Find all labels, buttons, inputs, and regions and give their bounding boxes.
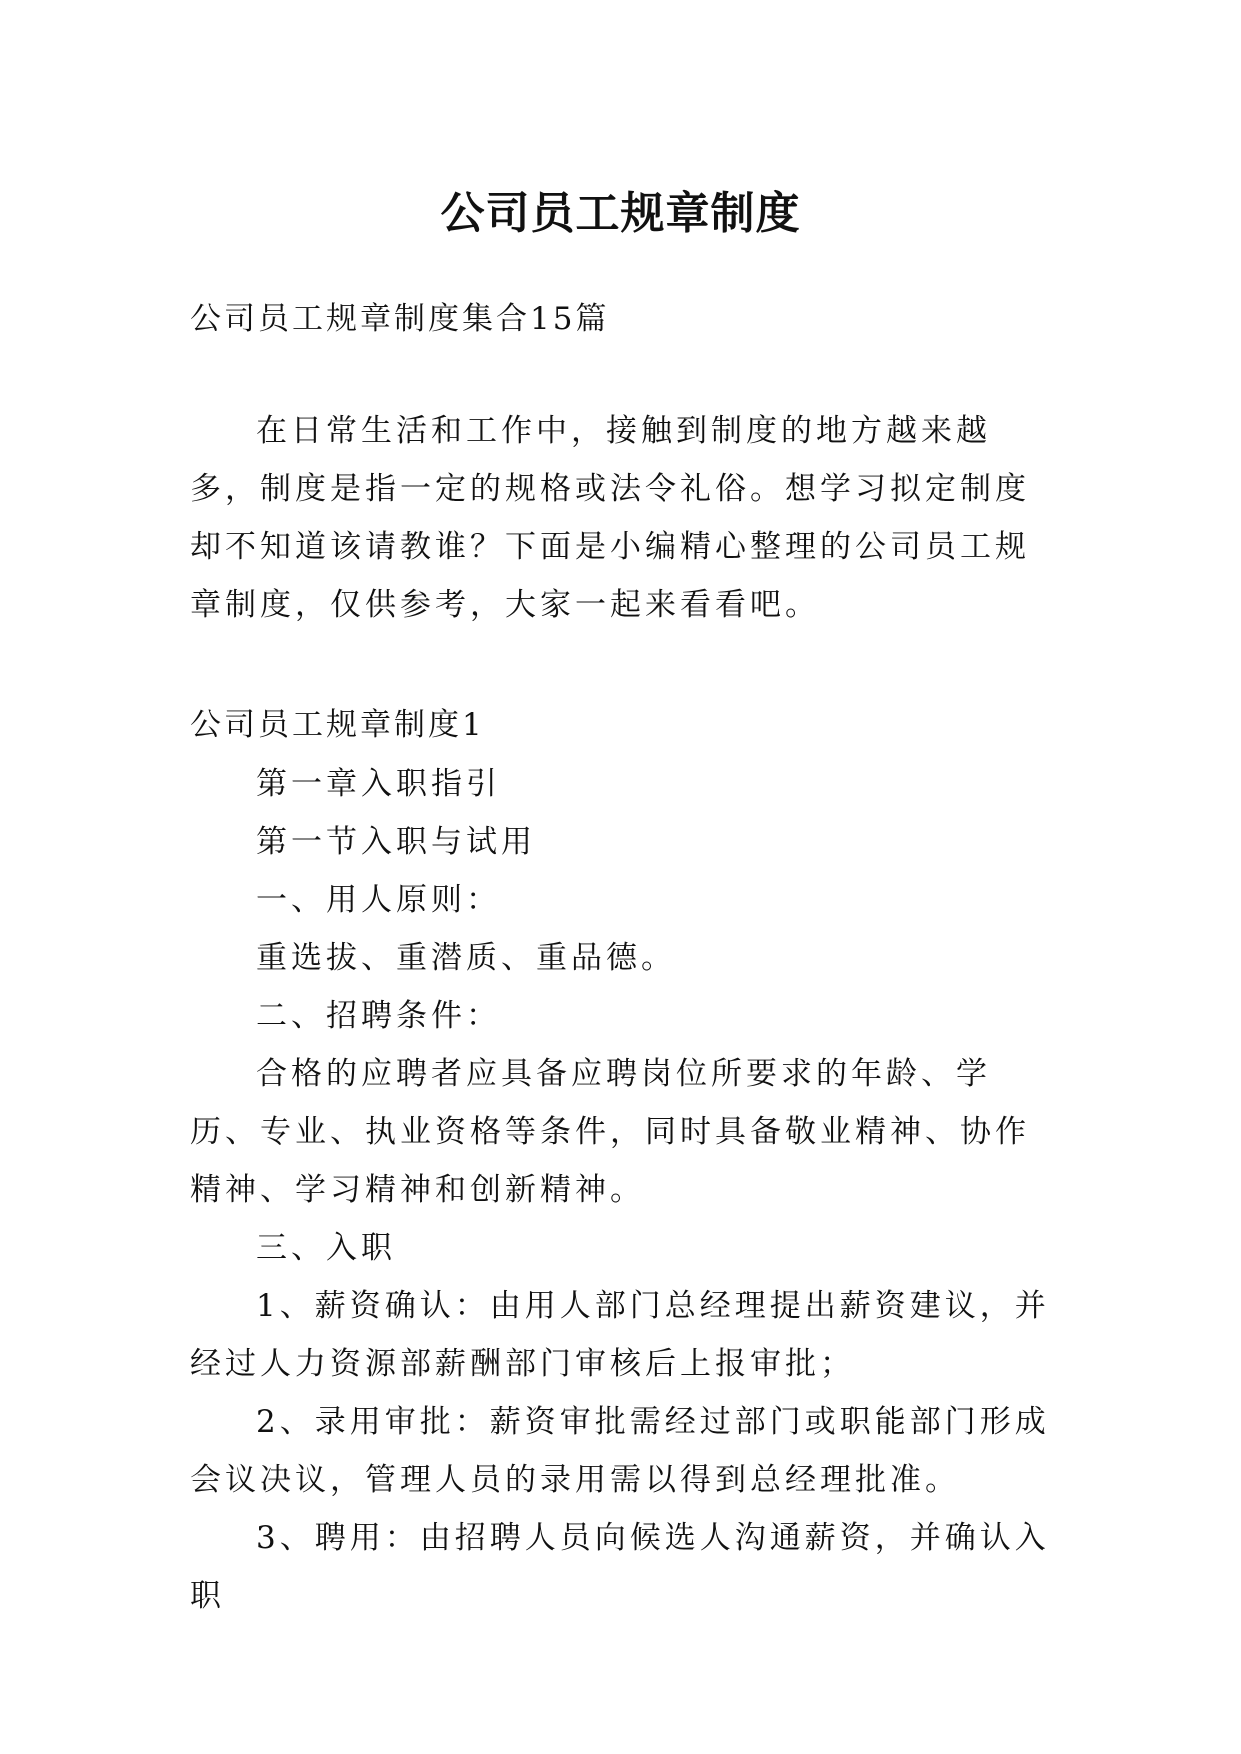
item-text-1: 重选拔、重潜质、重品德。 (256, 940, 676, 976)
chapter-heading: 第一章入职指引 (256, 766, 501, 802)
item-heading-3: 三、入职 (256, 1230, 396, 1266)
section-subheading: 第一节入职与试用 (256, 824, 536, 860)
intro-paragraph: 在日常生活和工作中，接触到制度的地方越来越多，制度是指一定的规格或法令礼俗。想学习拟定制度却不知道该请教谁？下面是小编精心整理的公司员工规章制度，仅供参考，大家一起来看看吧。 (190, 413, 1030, 623)
item-heading-2: 二、招聘条件： (256, 998, 501, 1034)
item-text-3-2: 2、录用审批：薪资审批需经过部门或职能部门形成会议决议，管理人员的录用需以得到总经理批准。 (190, 1404, 1050, 1498)
section-heading: 公司员工规章制度1 (190, 707, 485, 743)
section-body (190, 755, 1050, 1625)
item-heading-1: 一、用人原则： (256, 882, 501, 918)
document-subtitle: 公司员工规章制度集合15篇 (190, 301, 610, 337)
item-text-3-1: 1、薪资确认：由用人部门总经理提出薪资建议，并经过人力资源部薪酬部门审核后上报审批； (190, 1288, 1050, 1382)
item-text-2: 合格的应聘者应具备应聘岗位所要求的年龄、学历、专业、执业资格等条件，同时具备敬业精神、协作精神、学习精神和创新精神。 (190, 1056, 1030, 1208)
item-text-3-3: 3、聘用：由招聘人员向候选人沟通薪资，并确认入职 (190, 1520, 1050, 1614)
document-title: 公司员工规章制度 (440, 188, 801, 240)
